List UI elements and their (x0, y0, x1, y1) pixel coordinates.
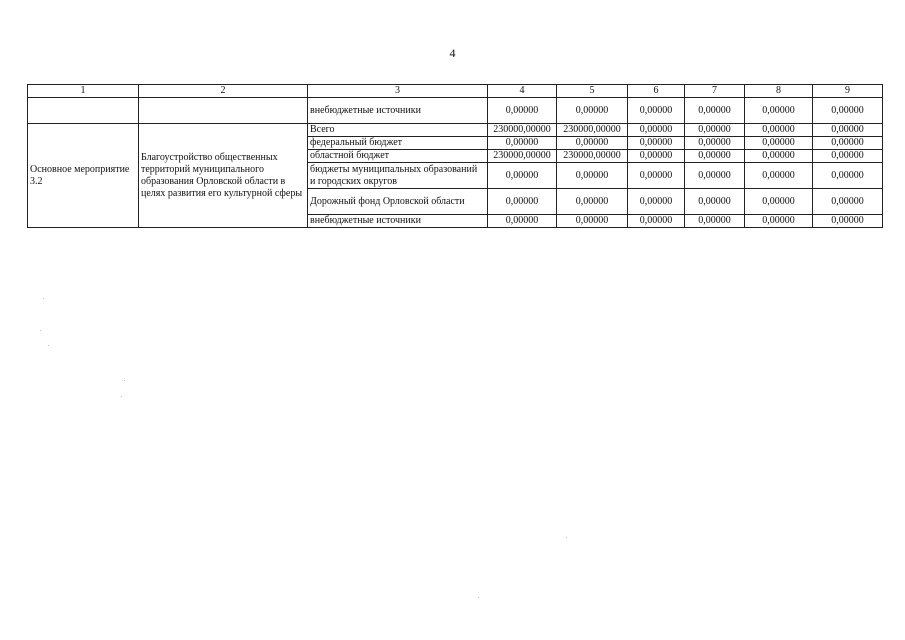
header-cell: 7 (685, 85, 745, 98)
value-cell: 0,00000 (745, 189, 813, 215)
value-cell: 230000,00000 (557, 124, 628, 137)
header-cell: 3 (308, 85, 488, 98)
header-cell: 5 (557, 85, 628, 98)
scan-speck (124, 380, 125, 381)
value-cell: 0,00000 (685, 189, 745, 215)
funding-source: Дорожный фонд Орловской области (308, 189, 488, 215)
value-cell: 0,00000 (813, 163, 883, 189)
value-cell: 0,00000 (488, 215, 557, 228)
scan-speck (48, 345, 49, 346)
value-cell: 0,00000 (628, 215, 685, 228)
funding-source: областной бюджет (308, 150, 488, 163)
funding-source: бюджеты муниципальных образований и городских округов (308, 163, 488, 189)
value-cell: 0,00000 (628, 124, 685, 137)
header-cell: 9 (813, 85, 883, 98)
header-cell: 6 (628, 85, 685, 98)
value-cell: 0,00000 (628, 189, 685, 215)
value-cell: 0,00000 (813, 124, 883, 137)
value-cell: 0,00000 (488, 163, 557, 189)
value-cell: 0,00000 (685, 137, 745, 150)
value-cell: 0,00000 (745, 150, 813, 163)
value-cell: 0,00000 (557, 189, 628, 215)
funding-source: внебюджетные источники (308, 98, 488, 124)
value-cell: 0,00000 (557, 163, 628, 189)
financing-table (27, 84, 883, 228)
header-cell: 2 (139, 85, 308, 98)
value-cell: 0,00000 (685, 215, 745, 228)
scan-speck (478, 597, 479, 598)
funding-source: федеральный бюджет (308, 137, 488, 150)
value-cell: 0,00000 (745, 163, 813, 189)
scan-speck (43, 298, 44, 299)
value-cell: 0,00000 (813, 215, 883, 228)
value-cell: 0,00000 (685, 150, 745, 163)
value-cell: 0,00000 (685, 124, 745, 137)
value-cell: 0,00000 (813, 137, 883, 150)
funding-source: внебюджетные источники (308, 215, 488, 228)
value-cell: 0,00000 (628, 150, 685, 163)
scan-speck (121, 396, 122, 397)
header-row (28, 85, 883, 98)
value-cell: 230000,00000 (488, 124, 557, 137)
activity-name: Благоустройство общественных территорий муниципального образования Орловской области в целях развития его культурной сферы (139, 124, 308, 228)
header-cell: 4 (488, 85, 557, 98)
table-row (28, 124, 883, 137)
value-cell: 0,00000 (685, 163, 745, 189)
empty-name-cell (139, 98, 308, 124)
table-row (28, 98, 883, 124)
empty-code-cell (28, 98, 139, 124)
page-number: 4 (449, 46, 456, 60)
scan-speck (566, 537, 567, 538)
value-cell: 0,00000 (813, 150, 883, 163)
header-cell: 8 (745, 85, 813, 98)
value-cell: 0,00000 (557, 215, 628, 228)
value-cell: 0,00000 (813, 98, 883, 124)
funding-source: Всего (308, 124, 488, 137)
value-cell: 0,00000 (557, 98, 628, 124)
value-cell: 0,00000 (628, 163, 685, 189)
value-cell: 0,00000 (628, 98, 685, 124)
value-cell: 0,00000 (488, 98, 557, 124)
value-cell: 0,00000 (685, 98, 745, 124)
value-cell: 0,00000 (813, 189, 883, 215)
value-cell: 0,00000 (745, 98, 813, 124)
header-cell: 1 (28, 85, 139, 98)
value-cell: 0,00000 (745, 215, 813, 228)
activity-code: Основное мероприятие 3.2 (28, 124, 139, 228)
value-cell: 0,00000 (557, 137, 628, 150)
value-cell: 230000,00000 (557, 150, 628, 163)
scan-speck (40, 330, 41, 331)
value-cell: 0,00000 (488, 189, 557, 215)
value-cell: 0,00000 (745, 137, 813, 150)
value-cell: 0,00000 (745, 124, 813, 137)
value-cell: 0,00000 (628, 137, 685, 150)
value-cell: 0,00000 (488, 137, 557, 150)
value-cell: 230000,00000 (488, 150, 557, 163)
